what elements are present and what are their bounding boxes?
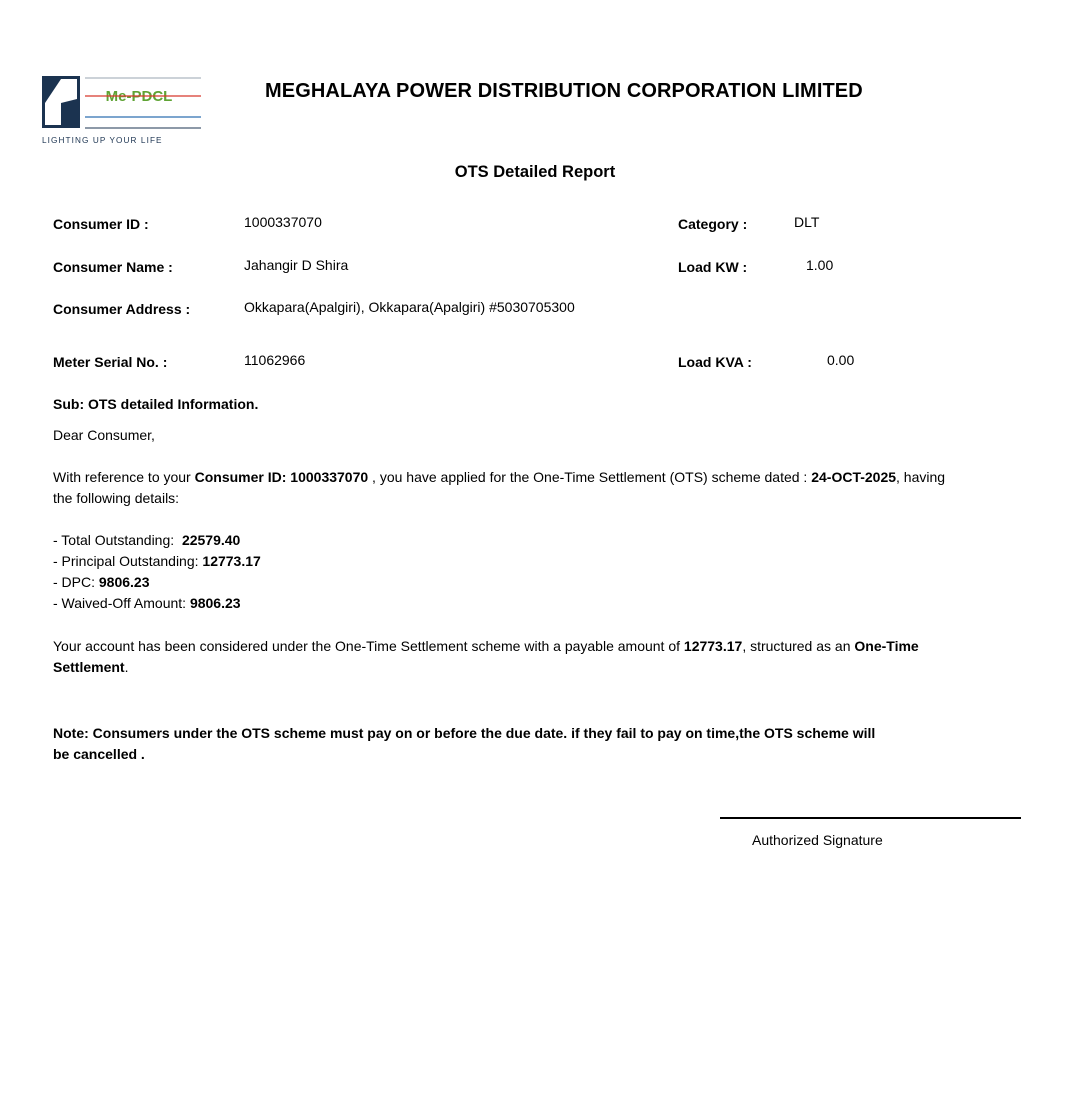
load-kva-label: Load KVA : bbox=[678, 354, 752, 370]
ref-date: 24-OCT-2025 bbox=[811, 469, 897, 485]
subject-line: Sub: OTS detailed Information. bbox=[53, 396, 259, 412]
category-value: DLT bbox=[794, 214, 820, 230]
detail-waived-off bbox=[53, 593, 241, 614]
meter-serial-value: 11062966 bbox=[244, 352, 306, 368]
ref-prefix: With reference to your bbox=[53, 469, 195, 485]
consumer-id-value: 1000337070 bbox=[244, 214, 322, 230]
category-label: Category : bbox=[678, 216, 748, 232]
settle-middle: , structured as an bbox=[742, 638, 855, 654]
ref-middle: , you have applied for the One-Time Settlement (OTS) scheme dated : bbox=[368, 469, 812, 485]
salutation: Dear Consumer, bbox=[53, 427, 155, 443]
reference-paragraph bbox=[53, 467, 953, 509]
settle-prefix: Your account has been considered under the One-Time Settlement scheme with a payable amount of bbox=[53, 638, 684, 654]
logo-brand-text: Me-PDCL bbox=[105, 88, 173, 105]
detail-principal-outstanding bbox=[53, 551, 261, 572]
load-kw-label: Load KW : bbox=[678, 259, 748, 275]
settlement-paragraph bbox=[53, 636, 953, 678]
note-paragraph: Note: Consumers under the OTS scheme must pay on or before the due date. if they fail to pay on time,the OTS scheme will be cancelled . bbox=[53, 725, 876, 762]
consumer-name-value: Jahangir D Shira bbox=[244, 257, 349, 273]
settle-amount: 12773.17 bbox=[683, 638, 743, 654]
detail-label: - DPC: bbox=[53, 574, 99, 590]
detail-label: - Principal Outstanding: bbox=[53, 553, 203, 569]
detail-value: 9806.23 bbox=[98, 574, 150, 590]
company-logo bbox=[41, 75, 203, 147]
logo-tagline: LIGHTING UP YOUR LIFE bbox=[42, 136, 163, 145]
detail-label: - Total Outstanding: bbox=[53, 532, 182, 548]
settle-suffix: . bbox=[124, 659, 129, 675]
organization-title: MEGHALAYA POWER DISTRIBUTION CORPORATION LIMITED bbox=[265, 80, 863, 102]
settle-type: One-Time Settlement bbox=[53, 638, 919, 675]
detail-label: - Waived-Off Amount: bbox=[53, 595, 190, 611]
logo-mark bbox=[41, 75, 203, 147]
detail-dpc bbox=[53, 572, 150, 593]
consumer-name-label: Consumer Name : bbox=[53, 259, 173, 275]
consumer-address-value: Okkapara(Apalgiri), Okkapara(Apalgiri) #5030705300 bbox=[244, 299, 575, 315]
detail-total-outstanding bbox=[53, 530, 240, 551]
report-title: OTS Detailed Report bbox=[454, 163, 616, 181]
authorized-signature-label: Authorized Signature bbox=[752, 832, 883, 848]
consumer-id-label: Consumer ID : bbox=[53, 216, 149, 232]
load-kw-value: 1.00 bbox=[806, 257, 834, 273]
meter-serial-label: Meter Serial No. : bbox=[53, 354, 168, 370]
signature-line bbox=[720, 817, 1021, 819]
ref-suffix: , having the following details: bbox=[53, 469, 946, 506]
consumer-address-label: Consumer Address : bbox=[53, 301, 191, 317]
detail-value: 9806.23 bbox=[189, 595, 241, 611]
detail-value: 12773.17 bbox=[202, 553, 261, 569]
detail-value: 22579.40 bbox=[181, 532, 241, 548]
ref-consumer-id: Consumer ID: 1000337070 bbox=[194, 469, 369, 485]
load-kva-value: 0.00 bbox=[827, 352, 855, 368]
